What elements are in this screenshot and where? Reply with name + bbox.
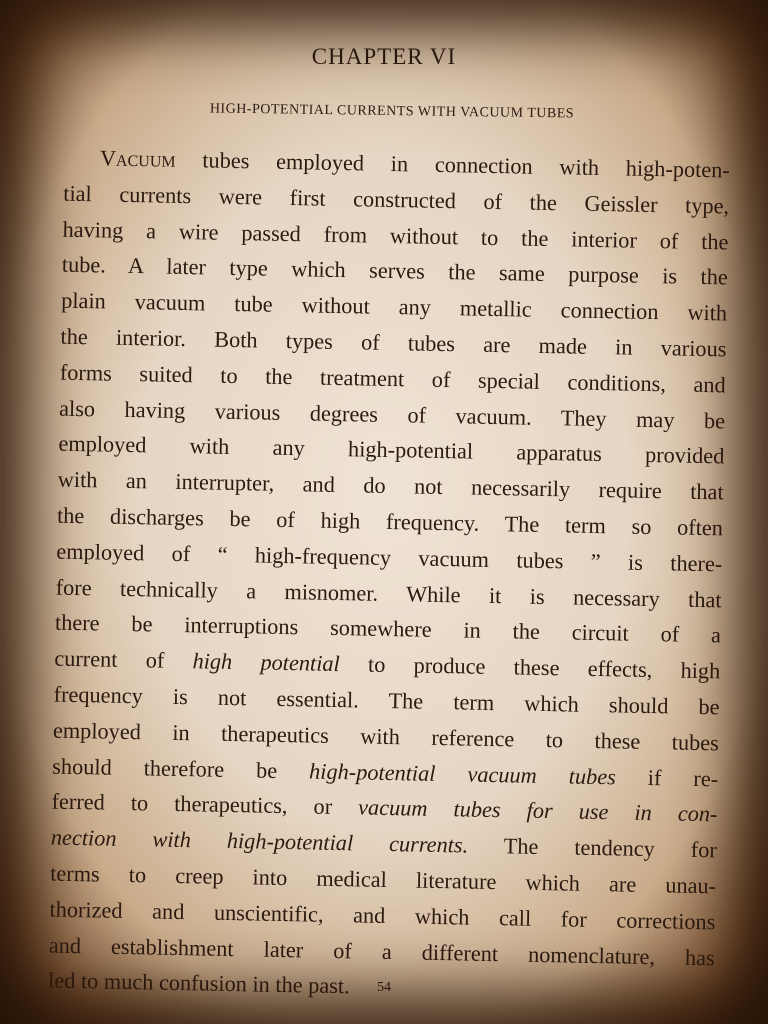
text-line: frequency is not essential. The term which should be <box>53 681 720 720</box>
text-line: the discharges be of high frequency. The term so often <box>56 502 724 541</box>
page-number: 54 <box>377 980 391 995</box>
text-line: employed with any high-potential apparatus provided <box>58 431 725 469</box>
text-line: employed of “ high-frequency vacuum tubes ” is there- <box>56 538 723 577</box>
text-line: there be interruptions somewhere in the circuit of a <box>54 609 722 648</box>
text-line: led to much confusion in the past. <box>47 967 350 999</box>
italic-phrase: nection with high-potential currents. <box>50 824 469 858</box>
italic-phrase: high potential <box>192 648 340 677</box>
text-line: Vacuum tubes employed in connection with high-poten- <box>99 145 731 183</box>
text-line: having a wire passed from without to the interior of the <box>62 216 729 255</box>
chapter-heading: CHAPTER VI <box>311 44 457 69</box>
text-line: employed in therapeutics with reference to these tubes <box>52 717 720 756</box>
text-line: plain vacuum tube without any metallic connection with <box>60 287 728 326</box>
text-line: current of high potential to produce these effects, high <box>54 645 721 684</box>
text-line: thorized and unscientific, and which call for corrections <box>49 896 716 935</box>
text-line: the interior. Both types of tubes are made in various <box>60 323 727 362</box>
text-line: also having various degrees of vacuum. They may be <box>58 395 726 433</box>
chapter-title: HIGH-POTENTIAL CURRENTS WITH VACUUM TUBES <box>209 101 575 122</box>
drop-word: Vacuum <box>99 145 176 172</box>
text-line: with an interrupter, and do not necessarily require that <box>57 466 724 505</box>
text-line: terms to creep into medical literature which are unau- <box>49 860 717 899</box>
italic-phrase: vacuum tubes for use in con- <box>357 794 718 827</box>
italic-phrase: high-potential vacuum tubes <box>308 758 617 789</box>
text-line: fore technically a misnomer. While it is necessary that <box>55 574 722 612</box>
text-line: should therefore be high-potential vacuum tubes if re- <box>52 753 719 791</box>
text-line: forms suited to the treatment of special conditions, and <box>59 359 726 398</box>
text-line: ferred to therapeutics, or vacuum tubes for use in con- <box>51 788 718 827</box>
text-line: tube. A later type which serves the same purpose is the <box>61 252 729 290</box>
text-line: nection with high-potential currents. The tendency for <box>50 824 718 863</box>
text-line: tial currents were first constructed of the Geissler type, <box>63 180 730 219</box>
text-line: and establishment later of a different nomenclature, has <box>48 932 715 970</box>
body-paragraph <box>48 140 730 1012</box>
